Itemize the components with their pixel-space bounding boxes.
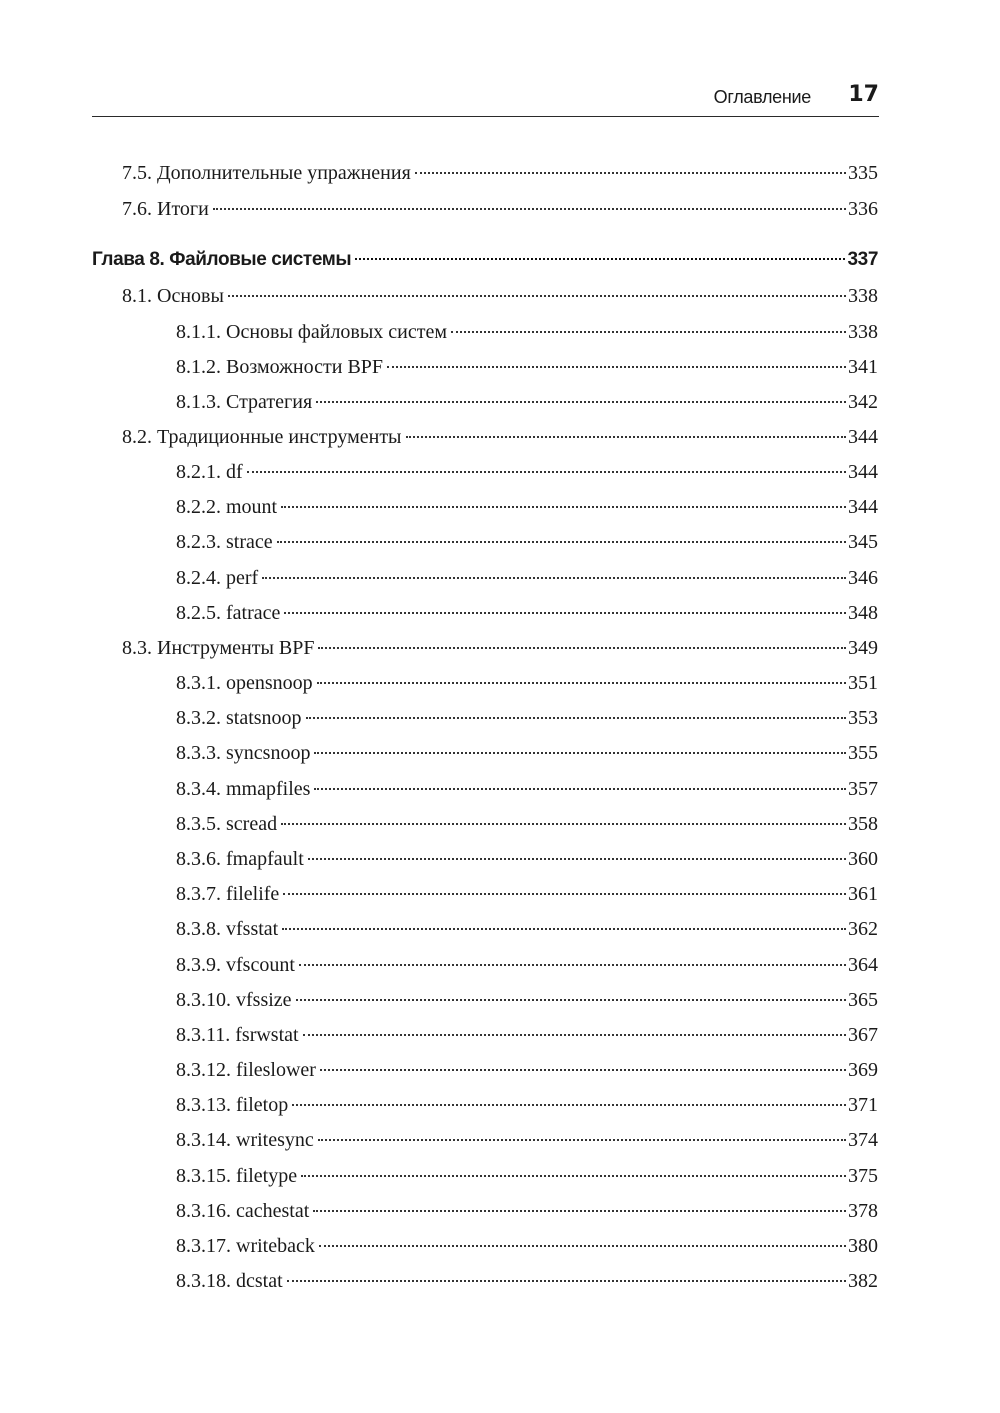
toc-entry-title: 8.2.2. mount — [176, 496, 278, 518]
toc-entry-page: 341 — [848, 356, 878, 378]
dot-leader — [301, 1175, 846, 1177]
toc-entry-title: 8.3.14. writesync — [176, 1129, 314, 1151]
toc-entry — [176, 1267, 878, 1295]
dot-leader — [308, 858, 846, 860]
dot-leader — [313, 1210, 846, 1212]
toc-entry-title: 8.3.16. cachestat — [176, 1200, 310, 1222]
toc-entry-page: 361 — [848, 883, 878, 905]
toc-entry — [176, 669, 878, 697]
header-page-number: 17 — [848, 82, 879, 107]
toc-entry-title: 8.3.7. filelife — [176, 883, 280, 905]
toc-entry — [176, 528, 878, 556]
toc-entry-title: 8.1.3. Стратегия — [176, 391, 313, 413]
toc-entry — [176, 951, 878, 979]
toc-entry-page: 344 — [848, 461, 878, 483]
toc-entry — [122, 423, 878, 451]
dot-leader — [451, 331, 846, 333]
dot-leader — [283, 893, 846, 895]
toc-entry — [122, 195, 878, 223]
dot-leader — [213, 208, 846, 210]
toc-entry-page: 345 — [848, 531, 878, 553]
toc-entry — [176, 564, 878, 592]
dot-leader — [292, 1104, 846, 1106]
toc-entry-title: 8.3.13. filetop — [176, 1094, 289, 1116]
toc-entry-page: 378 — [848, 1200, 878, 1222]
toc-entry-title: 8.3.1. opensnoop — [176, 672, 313, 694]
toc-entry-page: 365 — [848, 989, 878, 1011]
toc-entry-title: 8.3.18. dcstat — [176, 1270, 283, 1292]
toc-entry-title: 8.3.17. writeback — [176, 1235, 315, 1257]
toc-entry-title: 8.1.1. Основы файловых систем — [176, 321, 448, 343]
toc-entry-title: 7.6. Итоги — [122, 198, 209, 220]
toc-entry-title: 8.3.3. syncsnoop — [176, 742, 311, 764]
toc-entry — [122, 282, 878, 310]
dot-leader — [299, 964, 846, 966]
dot-leader — [284, 612, 846, 614]
dot-leader — [406, 436, 847, 438]
toc-entry-page: 351 — [848, 672, 878, 694]
toc-entry-page: 336 — [848, 198, 878, 220]
toc-entry-title: 8.2.3. strace — [176, 531, 273, 553]
toc-entry — [176, 845, 878, 873]
toc-entry-title: 8.3.2. statsnoop — [176, 707, 302, 729]
toc-entry-title: 8.2.5. fatrace — [176, 602, 281, 624]
toc-entry-title: 8.2.1. df — [176, 461, 243, 483]
dot-leader — [287, 1280, 846, 1282]
toc-entry — [122, 159, 878, 187]
toc-entry-title: 8.3.8. vfsstat — [176, 918, 279, 940]
toc-entry — [176, 1162, 878, 1190]
toc-entry — [176, 1021, 878, 1049]
toc-chapter-entry — [92, 246, 878, 274]
toc-entry-page: 338 — [848, 321, 878, 343]
toc-entry-page: 344 — [848, 496, 878, 518]
toc-entry-title: Глава 8. Файловые системы — [92, 249, 352, 270]
dot-leader — [281, 506, 846, 508]
toc-entry — [176, 1056, 878, 1084]
toc-entry-title: 8.3.9. vfscount — [176, 954, 295, 976]
toc-entry-title: 8.3. Инструменты BPF — [122, 637, 315, 659]
toc-entry — [176, 599, 878, 627]
dot-leader — [262, 577, 846, 579]
dot-leader — [247, 471, 846, 473]
toc-entry — [176, 388, 878, 416]
toc-entry — [176, 1126, 878, 1154]
dot-leader — [415, 172, 846, 174]
toc-entry-page: 369 — [848, 1059, 878, 1081]
toc-entry-page: 358 — [848, 813, 878, 835]
toc-entry — [176, 704, 878, 732]
toc-entry-title: 8.3.4. mmapfiles — [176, 778, 311, 800]
toc-entry-title: 8.3.11. fsrwstat — [176, 1024, 299, 1046]
toc-entry-page: 371 — [848, 1094, 878, 1116]
toc-entry-title: 8.3.12. fileslower — [176, 1059, 316, 1081]
dot-leader — [316, 401, 846, 403]
dot-leader — [228, 295, 846, 297]
toc-entry-page: 335 — [848, 162, 878, 184]
toc-entry — [176, 1232, 878, 1260]
dot-leader — [317, 682, 846, 684]
toc-entry — [176, 318, 878, 346]
toc-entry-page: 338 — [848, 285, 878, 307]
toc-entry-page: 348 — [848, 602, 878, 624]
toc-entry — [176, 880, 878, 908]
toc-entry-page: 362 — [848, 918, 878, 940]
toc-entry — [176, 775, 878, 803]
header-title: Оглавление — [713, 87, 811, 107]
toc-entry-page: 346 — [848, 567, 878, 589]
toc-entry-title: 8.1.2. Возможности BPF — [176, 356, 384, 378]
toc-entry-title: 8.2. Традиционные инструменты — [122, 426, 402, 448]
toc-entry-page: 357 — [848, 778, 878, 800]
toc-entry — [176, 915, 878, 943]
dot-leader — [318, 647, 846, 649]
toc-entry-title: 8.3.6. fmapfault — [176, 848, 304, 870]
toc-entry-page: 364 — [848, 954, 878, 976]
dot-leader — [355, 258, 845, 260]
toc-entry-page: 353 — [848, 707, 878, 729]
toc-entry-page: 342 — [848, 391, 878, 413]
toc-entry — [176, 739, 878, 767]
dot-leader — [303, 1034, 846, 1036]
toc-entry-page: 344 — [848, 426, 878, 448]
running-header — [92, 82, 879, 117]
toc-entry-page: 337 — [847, 249, 878, 270]
toc-entry-page: 355 — [848, 742, 878, 764]
toc-entry-page: 382 — [848, 1270, 878, 1292]
dot-leader — [387, 366, 846, 368]
dot-leader — [319, 1245, 846, 1247]
dot-leader — [281, 823, 846, 825]
dot-leader — [277, 541, 846, 543]
dot-leader — [318, 1139, 846, 1141]
toc-entry — [176, 353, 878, 381]
dot-leader — [314, 788, 846, 790]
dot-leader — [314, 752, 846, 754]
toc-entry-page: 349 — [848, 637, 878, 659]
toc-entry-title: 8.3.5. scread — [176, 813, 278, 835]
toc-entry — [122, 634, 878, 662]
toc-entry — [176, 810, 878, 838]
dot-leader — [296, 999, 846, 1001]
toc-entry-page: 360 — [848, 848, 878, 870]
toc-entry-title: 8.1. Основы — [122, 285, 224, 307]
toc-entry — [176, 1197, 878, 1225]
toc-entry-page: 367 — [848, 1024, 878, 1046]
toc-entry-page: 375 — [848, 1165, 878, 1187]
toc-entry — [176, 493, 878, 521]
toc-entry-title: 7.5. Дополнительные упражнения — [122, 162, 411, 184]
dot-leader — [282, 928, 846, 930]
toc-entry — [176, 1091, 878, 1119]
dot-leader — [320, 1069, 846, 1071]
toc-entry-page: 374 — [848, 1129, 878, 1151]
toc-entry-title: 8.3.15. filetype — [176, 1165, 298, 1187]
toc-entry-title: 8.2.4. perf — [176, 567, 259, 589]
toc-entry — [176, 986, 878, 1014]
toc-entry-page: 380 — [848, 1235, 878, 1257]
dot-leader — [306, 717, 846, 719]
toc-entry-title: 8.3.10. vfssize — [176, 989, 292, 1011]
toc-entry — [176, 458, 878, 486]
